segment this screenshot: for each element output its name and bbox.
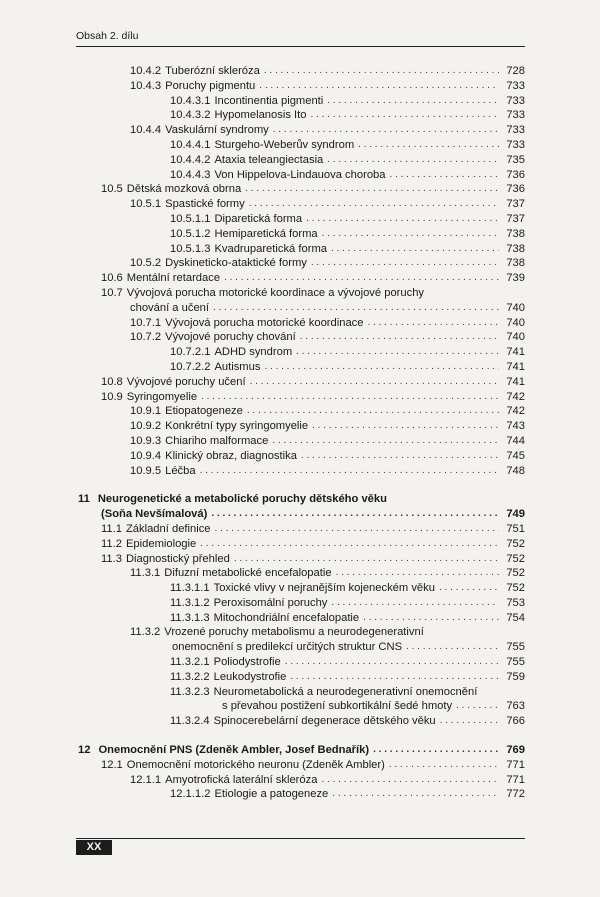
toc-entry-number: 10.9.1: [130, 405, 162, 418]
toc-entry-number: 10.6: [101, 272, 123, 285]
toc-entry-number: 11.3.1.2: [170, 596, 210, 609]
dot-leader: [363, 611, 499, 626]
dot-leader: [367, 316, 499, 331]
dot-leader: [332, 787, 499, 802]
toc-entry-title: Kvadruparetická forma: [214, 242, 327, 255]
toc-entry[interactable]: [130, 434, 525, 449]
toc-entry[interactable]: [170, 153, 525, 168]
toc-entry-number: 10.4.4.1: [170, 138, 211, 151]
toc-entry[interactable]: [170, 611, 525, 626]
dot-leader: [440, 714, 499, 729]
toc-entry-title: Chiariho malformace: [165, 434, 269, 447]
dot-leader: [321, 773, 499, 788]
section-gap: [0, 729, 600, 743]
toc-entry-page: 737: [506, 198, 525, 211]
dot-leader: [311, 256, 499, 271]
dot-leader: [290, 670, 499, 685]
toc-entry-number: 11.3.2: [130, 626, 161, 639]
toc-entry[interactable]: [130, 566, 525, 581]
toc-entry-title: Léčba: [165, 464, 196, 477]
toc-entry-title: Sturgeho-Weberův syndrom: [214, 138, 355, 151]
toc-chapter-entry[interactable]: [101, 507, 525, 522]
toc-entry-page: 763: [506, 700, 525, 713]
dot-leader: [310, 108, 499, 123]
toc-entry-title: ADHD syndrom: [214, 346, 293, 359]
toc-entry-title: Peroxisomální poruchy: [213, 596, 328, 609]
toc-entry-title: Vrozené poruchy metabolismu a neurodegenerativní: [164, 626, 424, 639]
toc-entry[interactable]: [222, 699, 525, 714]
toc-entry-page: 738: [506, 227, 525, 240]
dot-leader: [373, 743, 499, 758]
toc-entry[interactable]: [130, 464, 525, 479]
toc-entry-title: Incontinentia pigmenti: [214, 94, 324, 107]
dot-leader: [200, 537, 499, 552]
toc-entry-number: 10.5.1.2: [170, 227, 211, 240]
toc-entry[interactable]: [130, 301, 525, 316]
toc-entry-page: 742: [506, 405, 525, 418]
toc-entry[interactable]: [170, 242, 525, 257]
toc-entry[interactable]: [101, 271, 525, 286]
toc-entry-number: 12: [78, 744, 91, 757]
toc-entry-page: 733: [506, 94, 525, 107]
toc-entry-page: 739: [506, 272, 525, 285]
toc-entry[interactable]: [170, 596, 525, 611]
page-folio: XX: [76, 840, 112, 855]
toc-entry[interactable]: [101, 537, 525, 552]
toc-entry-number: 11.3.1.1: [170, 582, 210, 595]
toc-entry-page: 744: [506, 434, 525, 447]
toc-entry-page: 728: [506, 65, 525, 77]
toc-entry[interactable]: [170, 94, 525, 109]
toc-entry-page: 740: [506, 301, 525, 314]
toc-entry-number: 10.5.1.3: [170, 242, 211, 255]
dot-leader: [312, 419, 499, 434]
toc-entry-title: onemocnění s predilekcí určitých struktur CNS: [172, 641, 403, 654]
toc-entry-page: 769: [506, 744, 525, 757]
toc-entry-number: 11.3.2.4: [170, 715, 210, 728]
toc-entry[interactable]: [170, 685, 525, 700]
toc-entry-title: Tuberózní skleróza: [165, 65, 260, 77]
toc-entry-page: 741: [506, 360, 525, 373]
toc-entry-page: 749: [506, 508, 525, 521]
toc-entry-number: 10.7.2: [130, 331, 162, 344]
toc-entry[interactable]: [130, 316, 525, 331]
dot-leader: [331, 242, 499, 257]
toc-entry[interactable]: [101, 375, 525, 390]
toc-entry[interactable]: [130, 404, 525, 419]
toc-entry-number: 10.4.4.3: [170, 168, 211, 181]
toc-entry-title: Vývojové poruchy chování: [165, 331, 296, 344]
toc-entry-page: 742: [506, 390, 525, 403]
toc-entry-page: 752: [506, 567, 525, 580]
dot-leader: [327, 153, 499, 168]
dot-leader: [300, 330, 499, 345]
toc-entry-title: Neurometabolická a neurodegenerativní onemocnění: [213, 685, 478, 698]
toc-entry-title: Syringomyelie: [126, 390, 198, 403]
toc-entry[interactable]: [130, 123, 525, 138]
toc-entry[interactable]: [130, 79, 525, 94]
dot-leader: [389, 758, 499, 773]
dot-leader: [201, 390, 499, 405]
toc-entry-number: 10.4.4: [130, 124, 162, 137]
toc-entry-page: 771: [506, 758, 525, 771]
dot-leader: [327, 94, 499, 109]
toc-entry-page: 754: [506, 611, 525, 624]
toc-entry[interactable]: [101, 552, 525, 567]
toc-entry-number: 10.9.4: [130, 449, 162, 462]
toc-chapter-entry[interactable]: [78, 743, 525, 758]
toc-entry-number: 10.4.3.2: [170, 109, 211, 122]
toc-chapter-entry[interactable]: [78, 492, 525, 507]
toc-entry-title: Difuzní metabolické encefalopatie: [164, 567, 332, 580]
toc-entry[interactable]: [170, 714, 525, 729]
dot-leader: [296, 345, 499, 360]
toc-entry-number: 10.9.2: [130, 420, 162, 433]
toc-entry[interactable]: [170, 360, 525, 375]
toc-entry-page: 740: [506, 316, 525, 329]
dot-leader: [249, 197, 499, 212]
dot-leader: [331, 596, 499, 611]
toc-entry[interactable]: [170, 168, 525, 183]
toc-entry[interactable]: [101, 522, 525, 537]
toc-entry[interactable]: [170, 787, 525, 802]
toc-entry-number: 11: [78, 493, 90, 506]
toc-entry-number: 10.4.3.1: [170, 94, 211, 107]
toc-entry[interactable]: [170, 227, 525, 242]
toc-entry-title: Neurogenetické a metabolické poruchy dětského věku: [97, 493, 387, 506]
toc-entry-number: 12.1.1.2: [170, 788, 211, 801]
toc-entry-number: 11.2: [101, 537, 122, 550]
toc-entry-title: Leukodystrofie: [213, 670, 287, 683]
toc-entry-number: 11.3.1: [130, 567, 161, 580]
toc-entry-title: Hypomelanosis Ito: [214, 109, 307, 122]
toc-entry-title: Vývojová porucha motorické koordinace: [165, 316, 364, 329]
dot-leader: [301, 449, 499, 464]
toc-entry-title: Dětská mozková obrna: [126, 183, 242, 196]
toc-entry-page: 772: [506, 788, 525, 801]
toc-entry[interactable]: [130, 197, 525, 212]
toc-entry-page: 733: [506, 109, 525, 122]
toc-entry-page: 771: [506, 773, 525, 786]
toc-entry-number: 10.4.4.2: [170, 153, 211, 166]
toc-entry-number: 10.4.3: [130, 79, 162, 92]
toc-entry-title: Mitochondriální encefalopatie: [213, 611, 360, 624]
toc-entry-title: Vývojová porucha motorické koordinace a vývojové poruchy: [126, 286, 425, 299]
toc-entry-number: 12.1.1: [130, 773, 162, 786]
dot-leader: [273, 123, 499, 138]
toc-entry-page: 755: [506, 656, 525, 669]
toc-entry-page: 740: [506, 331, 525, 344]
dot-leader: [215, 522, 499, 537]
toc-entry-title: Autismus: [214, 360, 261, 373]
toc-entry-page: 745: [506, 449, 525, 462]
dot-leader: [272, 434, 499, 449]
toc-entry-number: 10.7: [101, 286, 123, 299]
dot-leader: [336, 566, 499, 581]
toc-entry-number: 10.5.1: [130, 198, 162, 211]
dot-leader: [264, 360, 499, 375]
toc-entry-page: 752: [506, 537, 525, 550]
toc-entry-title: Konkrétní typy syringomyelie: [165, 420, 309, 433]
toc-entry-page: 736: [506, 183, 525, 196]
toc-entry-title: Toxické vlivy v nejranějším kojeneckém věku: [213, 582, 435, 595]
dot-leader: [200, 464, 499, 479]
toc-entry-title: Klinický obraz, diagnostika: [165, 449, 297, 462]
toc-entry-title: Vaskulární syndromy: [165, 124, 269, 137]
toc-entry-title: Poruchy pigmentu: [165, 79, 256, 92]
toc-entry-number: 11.3.2.3: [170, 685, 210, 698]
dot-leader: [234, 552, 499, 567]
toc-entry-number: 10.5: [101, 183, 123, 196]
toc-entry-number: 11.3.2.1: [170, 656, 210, 669]
toc-entry-number: 11.3.1.3: [170, 611, 210, 624]
dot-leader: [245, 182, 499, 197]
toc-entry-page: 751: [506, 522, 525, 535]
toc-entry-number: 10.5.1.1: [170, 212, 211, 225]
toc-entry-title: Etiologie a patogeneze: [214, 788, 329, 801]
toc-entry-number: 10.7.2.1: [170, 346, 211, 359]
toc-entry[interactable]: [170, 345, 525, 360]
toc-entry-title: chování a učení: [130, 301, 209, 314]
toc-entry-number: 10.9: [101, 390, 123, 403]
toc-entry[interactable]: [172, 640, 525, 655]
toc-entry-page: 737: [506, 212, 525, 225]
toc-entry-page: 733: [506, 79, 525, 92]
dot-leader: [285, 655, 499, 670]
toc-entry-number: 11.1: [101, 522, 122, 535]
dot-leader: [406, 640, 499, 655]
toc-entry[interactable]: [170, 212, 525, 227]
toc-entry[interactable]: [170, 581, 525, 596]
toc-entry-title: (Soňa Nevšímalová): [101, 508, 208, 521]
toc-entry-title: Epidemiologie: [125, 537, 197, 550]
toc-entry-number: 10.7.2.2: [170, 360, 211, 373]
toc-entry-page: 748: [506, 464, 525, 477]
toc-entry[interactable]: [170, 655, 525, 670]
toc-entry-page: 738: [506, 257, 525, 270]
toc-entry-number: 10.9.5: [130, 464, 162, 477]
toc-entry-title: Vývojové poruchy učení: [126, 375, 246, 388]
toc-entry-page: 733: [506, 124, 525, 137]
toc-entry-page: 752: [506, 582, 525, 595]
toc-entry-title: Amyotrofická laterální skleróza: [165, 773, 318, 786]
dot-leader: [224, 271, 499, 286]
toc-entry-title: Spastické formy: [165, 198, 245, 211]
toc-entry[interactable]: [170, 670, 525, 685]
toc-entry-title: Základní definice: [125, 522, 211, 535]
toc-entry[interactable]: [130, 256, 525, 271]
toc-entry-number: 10.7.1: [130, 316, 162, 329]
header-rule: [76, 46, 525, 47]
toc-entry-title: Etiopatogeneze: [165, 405, 243, 418]
toc-entry-page: 738: [506, 242, 525, 255]
dot-leader: [456, 699, 499, 714]
toc-entry[interactable]: [130, 625, 525, 640]
toc-entry[interactable]: [170, 138, 525, 153]
toc-entry-number: 10.9.3: [130, 434, 162, 447]
toc-entry[interactable]: [170, 108, 525, 123]
toc-entry-title: Diparetická forma: [214, 212, 303, 225]
section-gap: [0, 478, 600, 492]
toc-entry-title: Hemiparetická forma: [214, 227, 318, 240]
toc-entry-title: Poliodystrofie: [213, 656, 281, 669]
toc-entry-title: Spinocerebelární degenerace dětského věku: [213, 715, 436, 728]
toc-entry-number: 11.3.2.2: [170, 670, 210, 683]
toc-entry[interactable]: [130, 449, 525, 464]
toc-entry-page: 741: [506, 375, 525, 388]
dot-leader: [250, 375, 499, 390]
toc-entry-title: Onemocnění motorického neuronu (Zdeněk Ambler): [126, 758, 385, 771]
toc-entry-title: Mentální retardace: [126, 272, 221, 285]
dot-leader: [247, 404, 499, 419]
toc-entry[interactable]: [130, 773, 525, 788]
toc-entry-number: 10.4.2: [130, 65, 162, 77]
toc-entry-number: 11.3: [101, 552, 122, 565]
toc-entry-title: Diagnostický přehled: [125, 552, 230, 565]
footer-rule: [76, 838, 525, 839]
dot-leader: [264, 64, 499, 79]
toc-entry-page: 741: [506, 346, 525, 359]
toc-entry-page: 759: [506, 670, 525, 683]
toc-entry-page: 752: [506, 552, 525, 565]
toc-entry[interactable]: [101, 758, 525, 773]
dot-leader: [389, 168, 499, 183]
toc-entry-page: 753: [506, 596, 525, 609]
dot-leader: [358, 138, 499, 153]
toc-entry[interactable]: [130, 64, 525, 79]
toc-entry-number: 12.1: [101, 758, 123, 771]
toc-entry-number: 10.8: [101, 375, 123, 388]
toc-entry[interactable]: [101, 286, 525, 301]
toc-entry-title: Ataxia teleangiectasia: [214, 153, 324, 166]
dot-leader: [211, 507, 499, 522]
dot-leader: [322, 227, 499, 242]
running-head: Obsah 2. dílu: [76, 30, 139, 42]
toc-entry-title: Dyskineticko-ataktické formy: [165, 257, 307, 270]
dot-leader: [259, 79, 499, 94]
toc-entry-page: 735: [506, 153, 525, 166]
toc-entry[interactable]: [101, 182, 525, 197]
toc-entry-page: 743: [506, 420, 525, 433]
toc-entry[interactable]: [101, 390, 525, 405]
toc-entry-page: 736: [506, 168, 525, 181]
dot-leader: [306, 212, 499, 227]
toc-entry-title: Onemocnění PNS (Zdeněk Ambler, Josef Bednařík): [98, 744, 370, 757]
toc-entry-title: s převahou postižení subkortikální šedé hmoty: [222, 700, 453, 713]
dot-leader: [439, 581, 499, 596]
toc-entry[interactable]: [130, 330, 525, 345]
table-of-contents: [0, 64, 600, 802]
toc-entry-number: 10.5.2: [130, 257, 162, 270]
dot-leader: [213, 301, 499, 316]
toc-entry-title: Von Hippelova-Lindauova choroba: [214, 168, 386, 181]
toc-entry-page: 733: [506, 138, 525, 151]
toc-entry[interactable]: [130, 419, 525, 434]
toc-entry-page: 755: [506, 641, 525, 654]
toc-entry-page: 766: [506, 715, 525, 728]
